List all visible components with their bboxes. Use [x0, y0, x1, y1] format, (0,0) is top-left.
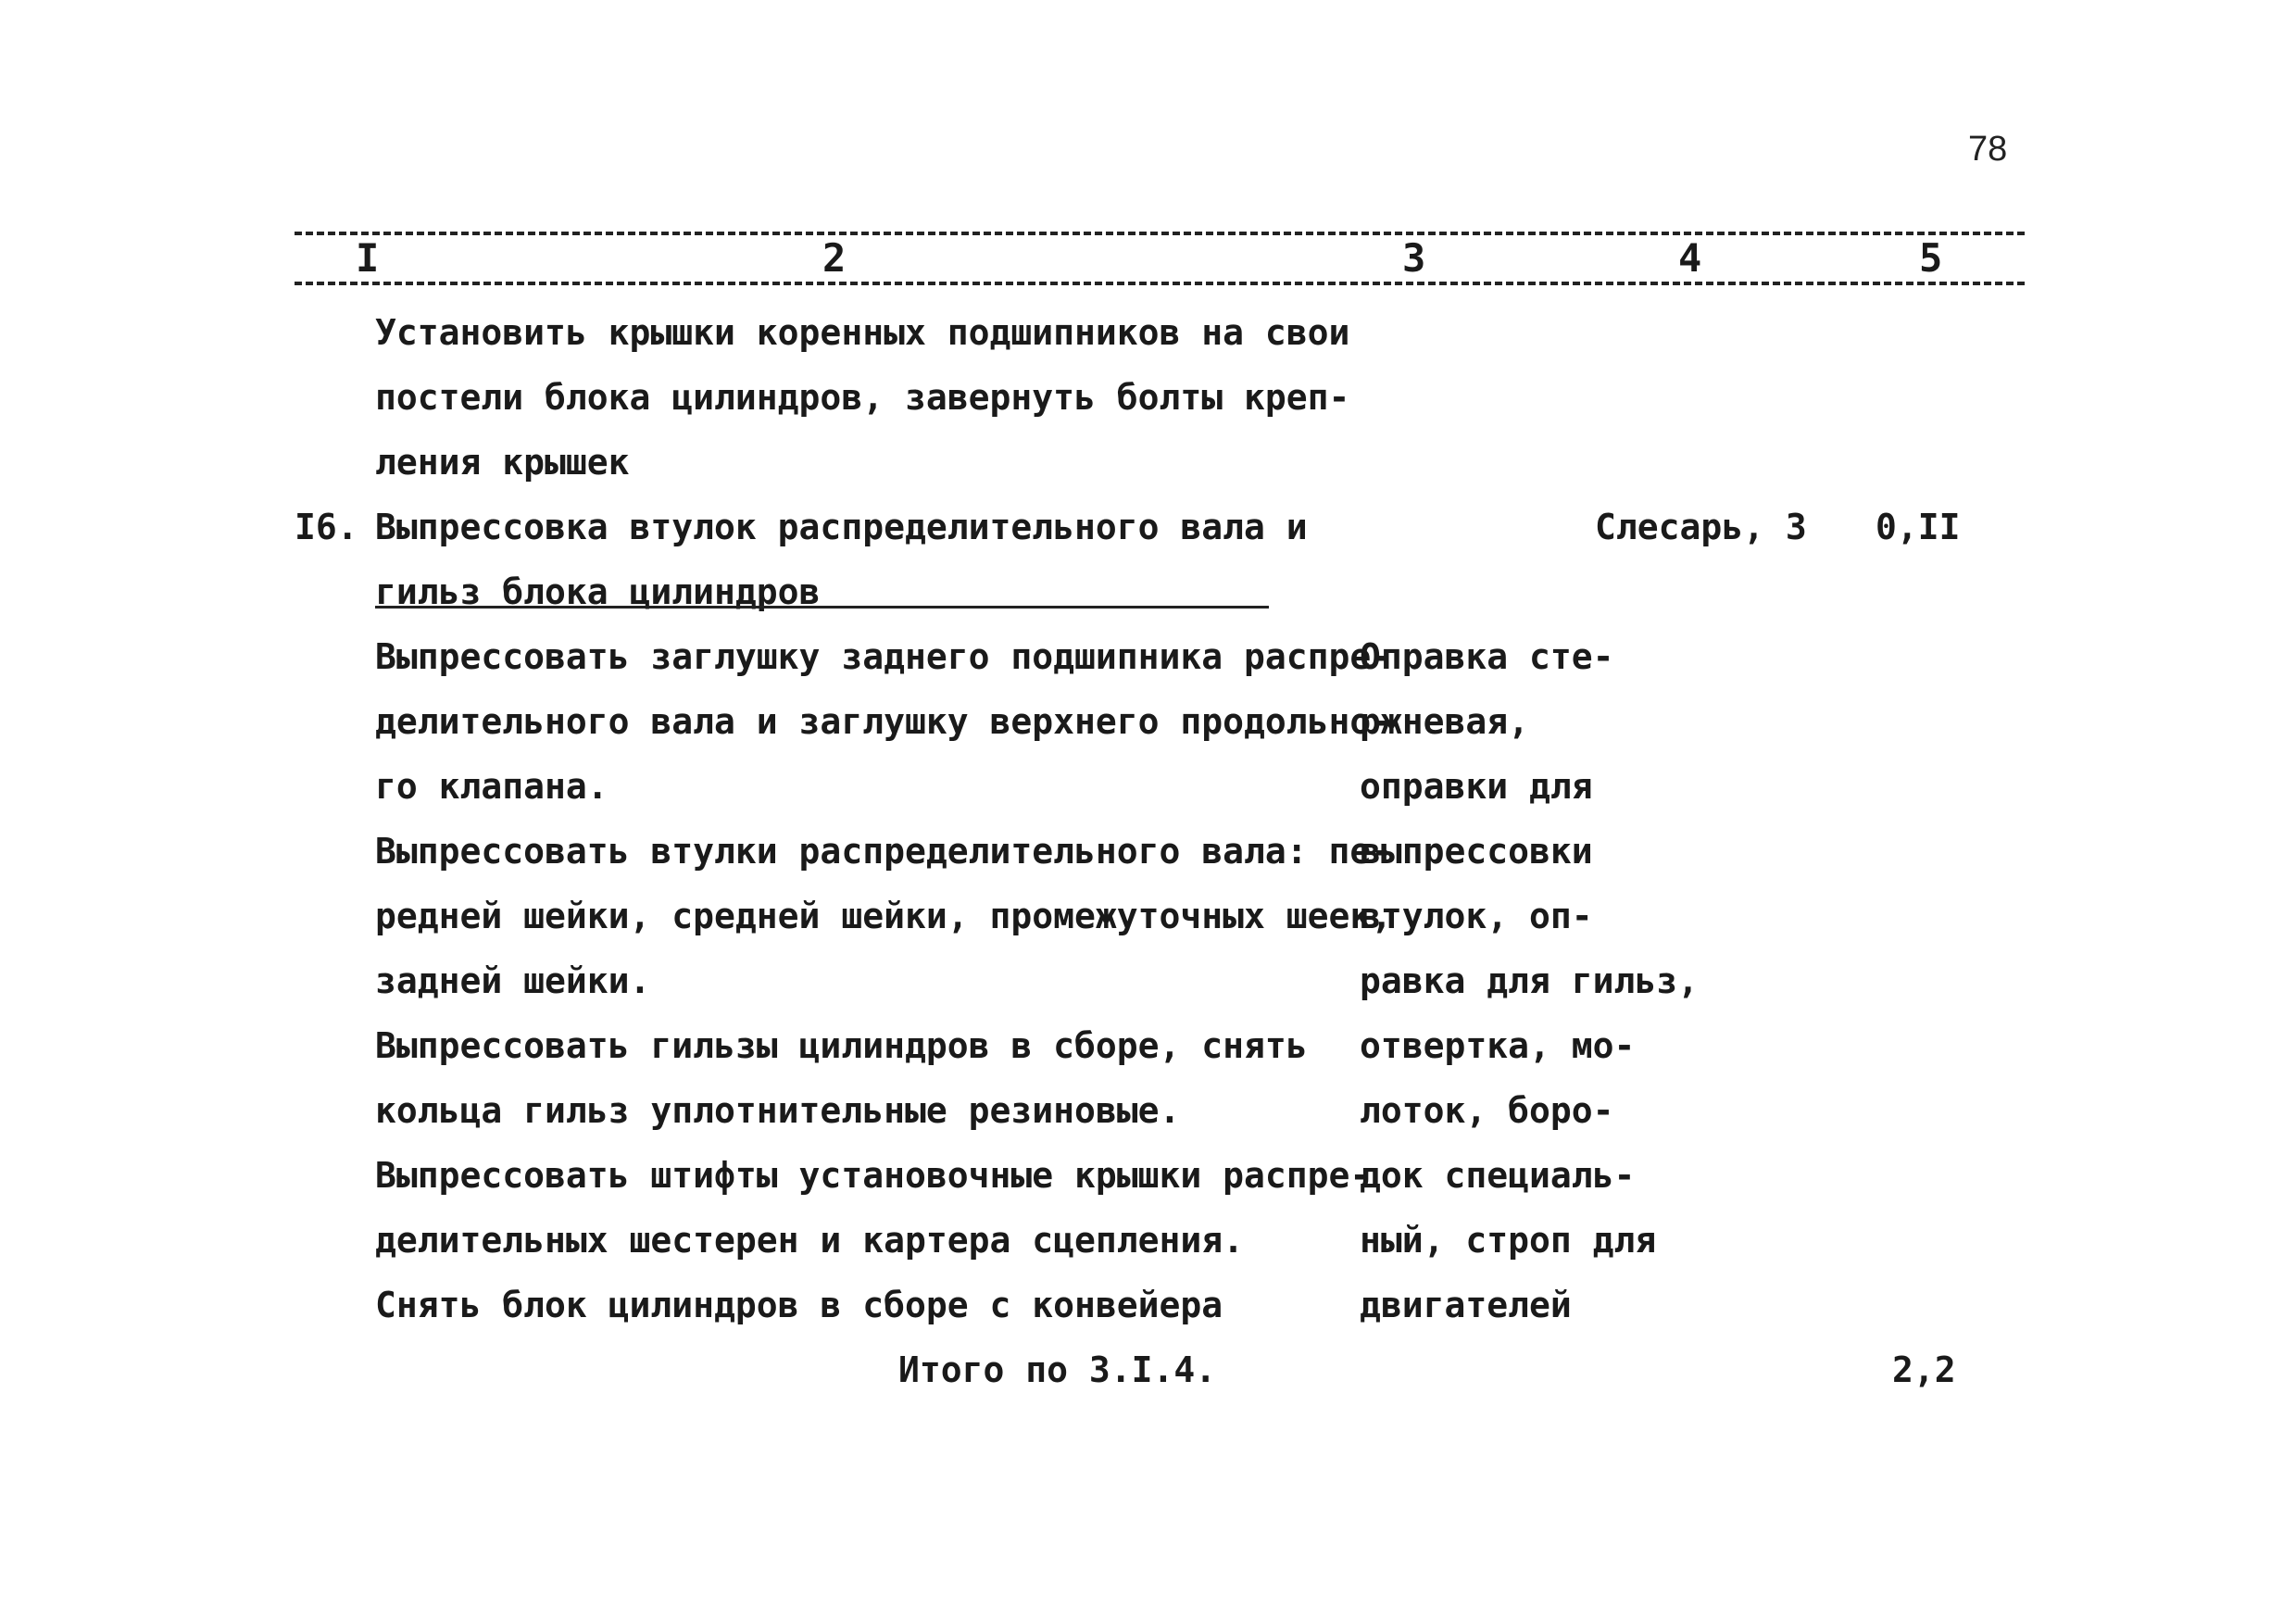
tool-line: оправки для: [1360, 766, 1593, 807]
column-number-3: 3: [1399, 239, 1429, 278]
description-line: Выпрессовать гильзы цилиндров в сборе, снять: [375, 1025, 1308, 1066]
description-line: Выпрессовать заглушку заднего подшипника распре-: [375, 636, 1393, 677]
description-line: Выпрессовать втулки распределительного вала: пе-: [375, 831, 1393, 872]
description-line: Выпрессовать штифты установочные крышки распре-: [375, 1155, 1372, 1196]
tool-line: отвертка, мо-: [1360, 1025, 1636, 1066]
description-line: делительных шестерен и картера сцепления.: [375, 1220, 1244, 1261]
page-number: 78: [1968, 130, 2008, 169]
description-line: го клапана.: [375, 766, 609, 807]
tool-line: лоток, боро-: [1360, 1090, 1614, 1131]
total-value: 2,2: [1892, 1349, 1956, 1390]
tool-line: выпрессовки: [1360, 831, 1593, 872]
tool-line: втулок, оп-: [1360, 896, 1593, 936]
description-line: редней шейки, средней шейки, промежуточных шеек,: [375, 896, 1393, 936]
tool-line: равка для гильз,: [1360, 960, 1700, 1001]
operation-title-line: гильз блока цилиндров: [375, 571, 821, 612]
column-number-4: 4: [1675, 239, 1705, 278]
description-line: ления крышек: [375, 442, 630, 483]
column-number-1: I: [352, 239, 383, 278]
tool-line: двигателей: [1360, 1285, 1572, 1325]
description-line: Снять блок цилиндров в сборе с конвейера: [375, 1285, 1223, 1325]
tool-line: ржневая,: [1360, 701, 1530, 742]
operation-number: I6.: [295, 507, 358, 547]
operation-title-line: Выпрессовка втулок распределительного вала и: [375, 507, 1308, 547]
column-number-5: 5: [1915, 239, 1946, 278]
tool-line: док специаль-: [1360, 1155, 1636, 1196]
description-line: кольца гильз уплотнительные резиновые.: [375, 1090, 1181, 1131]
description-line: Установить крышки коренных подшипников на свои: [375, 312, 1350, 353]
title-underline: [375, 606, 1269, 609]
header-dash-line-top: [295, 232, 2025, 235]
description-line: делительного вала и заглушку верхнего продольно-: [375, 701, 1393, 742]
worker-grade: Слесарь, 3: [1595, 507, 1807, 547]
time-norm: 0,II: [1876, 507, 1961, 547]
tool-line: Оправка сте-: [1360, 636, 1614, 677]
description-line: постели блока цилиндров, завернуть болты креп-: [375, 377, 1350, 418]
total-label: Итого по 3.I.4.: [898, 1349, 1217, 1390]
tool-line: ный, строп для: [1360, 1220, 1657, 1261]
description-line: задней шейки.: [375, 960, 651, 1001]
header-dash-line-bottom: [295, 282, 2025, 285]
column-number-2: 2: [819, 239, 849, 278]
